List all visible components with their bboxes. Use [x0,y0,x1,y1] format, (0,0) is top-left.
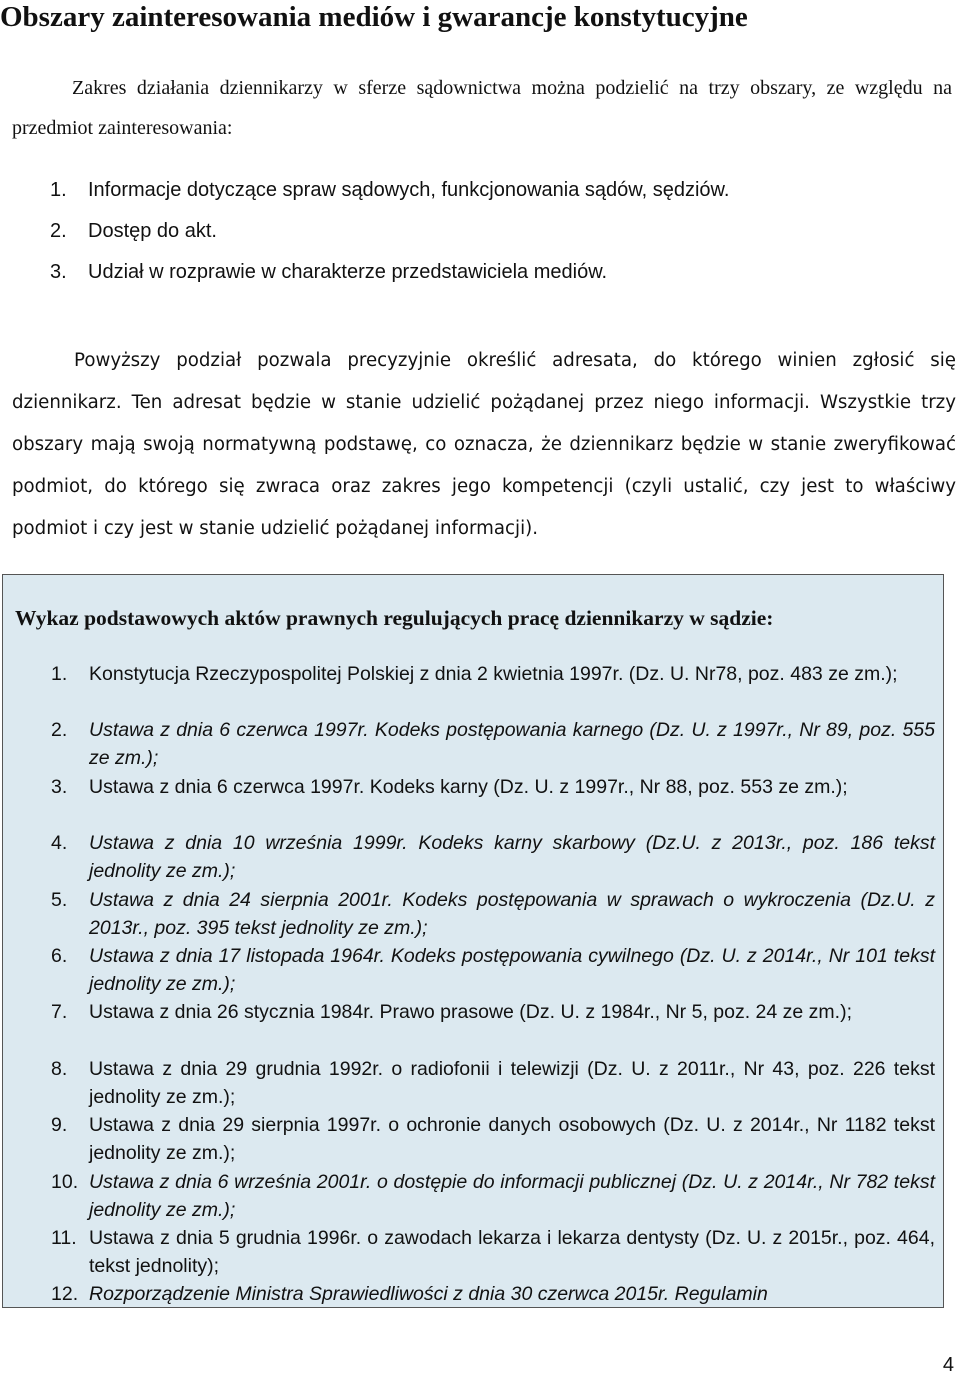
legal-act-text: Ustawa z dnia 5 grudnia 1996r. o zawodach lekarza i lekarza dentysty (Dz. U. z 2015r., poz. 464, tekst jednolity); [89,1226,935,1277]
legal-act-text: Ustawa z dnia 24 sierpnia 2001r. Kodeks postępowania w sprawach o wykroczenia (Dz.U. z 2013r., poz. 395 tekst jednolity ze zm.); [89,888,935,939]
legal-act-item [51,998,935,1054]
legal-act-item [51,886,935,942]
list-number: 9. [51,1114,68,1137]
list-item-text: Informacje dotyczące spraw sądowych, funkcjonowania sądów, sędziów. [88,179,730,201]
legal-act-item [51,773,935,829]
list-item [50,252,930,293]
list-number: 8. [51,1057,68,1080]
legal-act-text: Ustawa z dnia 26 stycznia 1984r. Prawo prasowe (Dz. U. z 1984r., Nr 5, poz. 24 ze zm.); [89,1001,852,1024]
legal-act-text: Ustawa z dnia 6 czerwca 1997r. Kodeks postępowania karnego (Dz. U. z 1997r., Nr 89, poz. 555 ze zm.); [89,719,935,770]
legal-act-item [51,942,935,998]
legal-act-item [51,829,935,885]
legal-act-text: Ustawa z dnia 17 listopada 1964r. Kodeks postępowania cywilnego (Dz. U. z 2014r., Nr 101 tekst jednolity ze zm.); [89,944,935,995]
legal-act-text: Ustawa z dnia 6 września 2001r. o dostępie do informacji publicznej (Dz. U. z 2014r., Nr 782 tekst jednolity ze zm.); [89,1170,935,1221]
legal-act-text: Ustawa z dnia 10 września 1999r. Kodeks karny skarbowy (Dz.U. z 2013r., poz. 186 tekst jednolity ze zm.); [89,832,935,883]
list-item [50,211,930,252]
list-number: 6. [51,944,68,967]
list-number: 10. [51,1170,79,1193]
page-number: 4 [942,1354,954,1376]
legal-act-text: Ustawa z dnia 29 sierpnia 1997r. o ochronie danych osobowych (Dz. U. z 2014r., Nr 1182 tekst jednolity ze zm.); [89,1114,935,1165]
legal-act-item [51,1280,935,1308]
legal-act-item [51,660,935,716]
legal-act-item [51,1055,935,1111]
legal-act-text: Konstytucja Rzeczypospolitej Polskiej z dnia 2 kwietnia 1997r. (Dz. U. Nr78, poz. 483 ze zm.); [89,663,898,685]
legal-acts-title: Wykaz podstawowych aktów prawnych regulujących pracę dziennikarzy w sądzie: [15,606,774,630]
legal-acts-box [2,574,944,1308]
areas-list [50,170,930,293]
legal-act-item [51,716,935,772]
list-number: 1. [50,179,67,201]
legal-act-text: Rozporządzenie Ministra Sprawiedliwości z dnia 30 czerwca 2015r. Regulamin [89,1283,768,1306]
body-paragraph: Powyższy podział pozwala precyzyjnie określić adresata, do którego winien zgłosić się dziennikarz. Ten adresat będzie w stanie udzielić pożądanej przez niego informacji. Wszystkie trzy obszary mają swoją normatywną podstawę, co oznacza, że dziennikarz będzie w stanie zweryfikować podmiot, do którego się zwraca oraz zakres jego kompetencji (czyli ustalić, czy jest to właściwy podmiot i czy jest w stanie udzielić pożądanej informacji). [12,350,956,539]
list-number: 3. [50,261,67,283]
list-number: 2. [50,220,67,242]
list-number: 2. [51,719,68,742]
list-number: 7. [51,1001,68,1024]
legal-act-item [51,1224,935,1280]
legal-acts-list [51,660,935,1308]
list-number: 5. [51,888,68,911]
legal-act-text: Ustawa z dnia 29 grudnia 1992r. o radiofonii i telewizji (Dz. U. z 2011r., Nr 43, poz. 226 tekst jednolity ze zm.); [89,1057,935,1108]
list-item-text: Dostęp do akt. [88,220,217,242]
list-number: 3. [51,775,68,798]
page-title: Obszary zainteresowania mediów i gwarancje konstytucyjne [0,1,748,33]
list-item-text: Udział w rozprawie w charakterze przedstawiciela mediów. [88,261,608,283]
list-number: 4. [51,832,68,855]
list-number: 11. [51,1226,77,1249]
legal-act-item [51,1111,935,1167]
list-number: 1. [51,663,68,685]
legal-act-item [51,1168,935,1224]
legal-act-text: Ustawa z dnia 6 czerwca 1997r. Kodeks karny (Dz. U. z 1997r., Nr 88, poz. 553 ze zm.); [89,775,848,798]
list-number: 12. [51,1283,79,1306]
intro-paragraph: Zakres działania dziennikarzy w sferze sądownictwa można podzielić na trzy obszary, ze względu na przedmiot zainteresowania: [12,77,952,139]
list-item [50,170,930,211]
